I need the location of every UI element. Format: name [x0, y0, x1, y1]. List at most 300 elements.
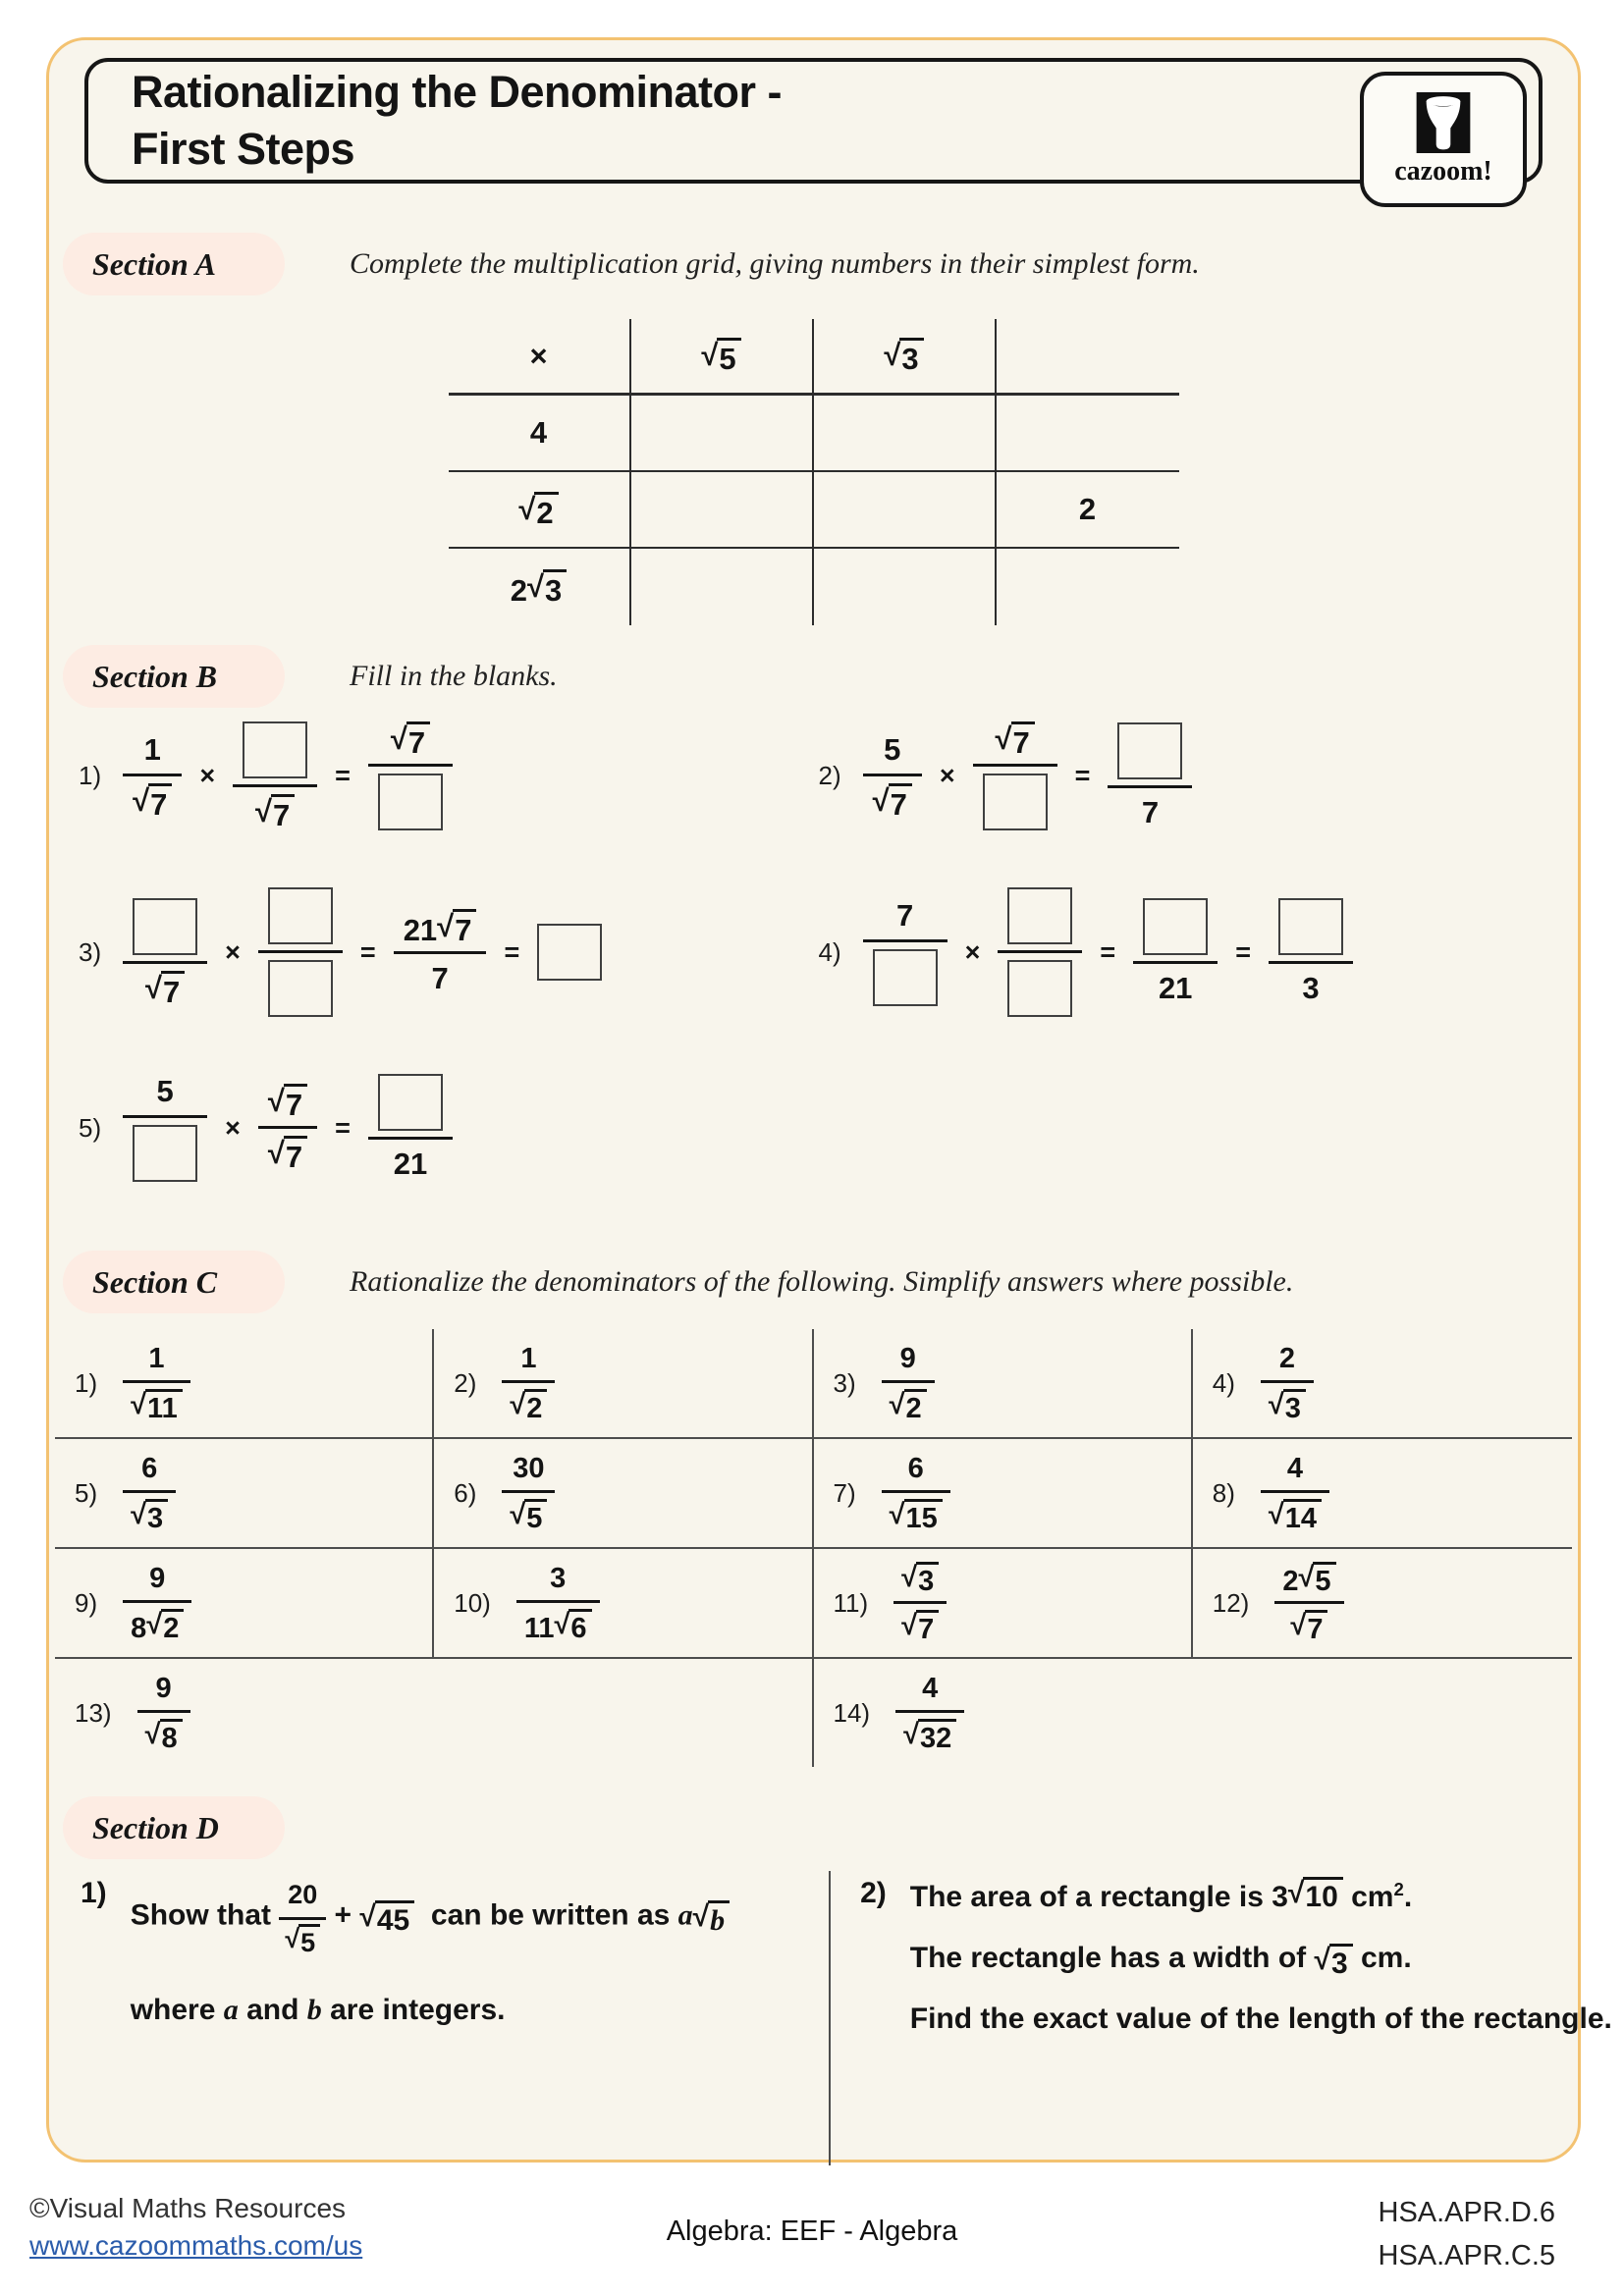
sqrt-expression [901, 1562, 939, 1596]
numerator [973, 721, 1057, 764]
radical-icon: √ [518, 491, 536, 526]
section-c-problem [434, 1329, 813, 1437]
grid-answer-cell[interactable] [814, 396, 997, 472]
math-expression [1079, 492, 1096, 527]
answer-box[interactable] [133, 898, 197, 955]
math-text: cm. [1352, 1942, 1412, 1974]
radical-icon: √ [554, 1609, 570, 1640]
fraction [998, 887, 1082, 1017]
denominator [258, 950, 343, 1017]
answer-box[interactable] [1143, 898, 1208, 955]
denominator [502, 1490, 555, 1533]
grid-answer-cell[interactable] [814, 549, 997, 625]
section-c-problem [814, 1549, 1193, 1657]
problem-text [131, 1990, 730, 2031]
radicand: 7 [916, 1610, 939, 1644]
radical-icon: √ [872, 783, 890, 818]
radical-icon: √ [144, 970, 162, 1005]
denominator [882, 1490, 950, 1533]
math-text: × [529, 338, 548, 373]
radicand: 6 [568, 1609, 591, 1643]
denominator [123, 1380, 190, 1423]
footer-subject: Algebra: EEF - Algebra [666, 2216, 958, 2247]
numerator [137, 1673, 190, 1710]
math-operator: = [504, 936, 520, 967]
grid-cell [449, 472, 631, 549]
math-expression [701, 338, 740, 374]
numerator [394, 909, 487, 951]
sqrt-expression [693, 1900, 730, 1936]
grid-answer-cell[interactable] [631, 549, 814, 625]
section-c-problem [1193, 1329, 1572, 1437]
denominator [123, 1490, 176, 1533]
denominator [882, 1380, 935, 1423]
math-expression [123, 1343, 190, 1423]
problem-text [909, 1999, 1612, 2040]
answer-box[interactable] [1278, 898, 1343, 955]
section-b-problem-2 [819, 721, 1559, 830]
numerator [368, 721, 453, 764]
sqrt-expression [903, 1719, 956, 1753]
denominator [123, 1115, 207, 1182]
numerator [123, 1343, 190, 1380]
fraction [368, 721, 453, 830]
numerator [502, 1453, 555, 1490]
radical-icon: √ [359, 1900, 376, 1934]
math-text: are integers. [321, 1993, 506, 2026]
math-operator: = [335, 1112, 351, 1143]
multiplication-grid [449, 319, 1179, 625]
problem-number: 6) [454, 1477, 477, 1508]
math-expression [882, 1343, 935, 1423]
denominator [516, 1600, 600, 1643]
radicand: 3 [899, 338, 923, 374]
radical-icon: √ [1298, 1562, 1315, 1593]
section-a-instruction: Complete the multiplication grid, giving numbers in their simplest form. [350, 247, 1200, 280]
sqrt-expression [873, 783, 912, 820]
radicand: 7 [406, 721, 430, 758]
grid-answer-cell[interactable] [997, 319, 1179, 396]
math-expression [516, 1563, 600, 1643]
sqrt-expression [145, 1719, 183, 1753]
section-b-problem-4 [819, 887, 1559, 1017]
answer-box[interactable] [378, 1074, 443, 1131]
math-expression [863, 887, 1353, 1017]
math-text: 5 [884, 732, 901, 767]
problem-number: 8) [1212, 1477, 1235, 1508]
math-operator: × [225, 936, 241, 967]
radicand: 7 [271, 794, 295, 830]
math-expression [882, 1453, 950, 1533]
problem-number: 7) [833, 1477, 856, 1508]
math-expression [893, 1562, 947, 1644]
radical-icon: √ [701, 338, 719, 372]
problem-number: 11) [833, 1587, 869, 1618]
grid-answer-cell[interactable] [997, 549, 1179, 625]
coefficient-sqrt [131, 1609, 184, 1643]
answer-box[interactable] [537, 924, 602, 981]
math-text: 7 [431, 960, 449, 995]
math-text: 9 [155, 1673, 172, 1704]
numerator [123, 1074, 207, 1115]
math-expression [123, 1453, 176, 1533]
numerator [893, 1562, 947, 1601]
denominator [1261, 1380, 1314, 1423]
fraction [1108, 722, 1192, 830]
numerator [502, 1343, 555, 1380]
problem-body [909, 1877, 1612, 2165]
grid-answer-cell[interactable] [997, 396, 1179, 472]
math-expression [123, 1074, 453, 1182]
radical-icon: √ [526, 568, 544, 604]
fraction [258, 1084, 317, 1172]
fraction [137, 1673, 190, 1753]
footer-standards [1379, 2192, 1556, 2277]
problem-number: 3) [833, 1367, 856, 1398]
section-b-header [63, 645, 1578, 708]
math-text: 1 [520, 1343, 537, 1374]
radical-icon: √ [510, 1499, 526, 1530]
problem-number: 2) [860, 1877, 887, 1909]
math-text: . [1403, 1881, 1413, 1913]
denominator [1274, 1601, 1343, 1644]
math-text: and [238, 1993, 307, 2026]
math-expression [502, 1343, 555, 1423]
fraction [882, 1343, 935, 1423]
radical-icon: √ [285, 1923, 300, 1953]
page-title [132, 64, 782, 177]
fraction [123, 732, 182, 820]
fraction [973, 721, 1057, 830]
section-c-problem [814, 1439, 1193, 1547]
sqrt-expression [510, 1389, 547, 1423]
radical-icon: √ [510, 1389, 526, 1420]
math-expression [529, 339, 547, 374]
radicand: 7 [889, 783, 912, 820]
sqrt-expression [437, 909, 476, 945]
problem-number: 4) [818, 936, 841, 967]
problem-number: 13) [75, 1697, 112, 1728]
math-text: 21 [1158, 971, 1193, 1005]
denominator [1108, 785, 1192, 830]
denominator [1269, 961, 1353, 1006]
section-a-label: Section A [63, 233, 285, 295]
radical-icon: √ [901, 1562, 918, 1593]
numerator [516, 1563, 600, 1600]
math-expression [137, 1673, 190, 1753]
numerator [1269, 898, 1353, 961]
math-expression [863, 721, 1193, 830]
fraction [502, 1453, 555, 1533]
section-c-row [55, 1439, 1572, 1549]
math-text: 5 [156, 1074, 174, 1108]
math-text: 20 [288, 1880, 318, 1909]
sqrt-expression [1298, 1562, 1335, 1596]
section-c-problem [1193, 1439, 1572, 1547]
section-d-problem-1 [49, 1871, 829, 2165]
radicand: 5 [1313, 1562, 1335, 1596]
denominator [123, 774, 182, 820]
radical-icon: √ [901, 1610, 918, 1641]
page-title-line2: First Steps [132, 124, 355, 174]
radicand: 5 [524, 1499, 547, 1533]
sqrt-expression [890, 1499, 943, 1533]
math-operator: = [359, 936, 376, 967]
denominator [1261, 1490, 1329, 1533]
math-text: 6 [907, 1453, 924, 1484]
math-text: 6 [141, 1453, 158, 1484]
section-c-table [55, 1329, 1572, 1767]
coefficient: 2 [510, 572, 527, 608]
math-variable: a [223, 1993, 239, 2026]
radicand: 5 [298, 1924, 320, 1956]
section-b-problems [79, 721, 1558, 1182]
math-text: 9 [899, 1343, 916, 1374]
fraction [863, 732, 922, 820]
denominator [893, 1601, 947, 1644]
standard-code-1: HSA.APR.D.6 [1378, 2197, 1555, 2228]
section-c-problem [434, 1549, 813, 1657]
logo-text: cazoom! [1394, 155, 1492, 187]
answer-box[interactable] [1117, 722, 1182, 779]
answer-box[interactable] [243, 721, 307, 778]
footer-link[interactable]: www.cazoommaths.com/us [29, 2229, 363, 2261]
radical-icon: √ [267, 1136, 285, 1170]
section-a-header [63, 233, 1578, 295]
math-variable: b [306, 1993, 322, 2026]
problem-number: 14) [833, 1697, 871, 1728]
numerator [123, 898, 207, 961]
radicand: 15 [904, 1499, 943, 1533]
radicand: 2 [904, 1389, 927, 1423]
sqrt-expression [1269, 1389, 1306, 1423]
radical-icon: √ [995, 721, 1012, 756]
answer-box[interactable] [1007, 960, 1072, 1017]
coefficient: 3 [1272, 1881, 1288, 1913]
answer-box[interactable] [873, 949, 938, 1006]
denominator [895, 1710, 964, 1753]
answer-box[interactable] [1007, 887, 1072, 944]
math-text: 3 [550, 1563, 567, 1594]
problem-number: 10) [454, 1587, 491, 1618]
fraction [233, 721, 317, 830]
sqrt-expression [527, 569, 567, 606]
radicand: 3 [145, 1499, 168, 1533]
denominator [137, 1710, 190, 1753]
answer-box[interactable] [378, 774, 443, 830]
radical-icon: √ [1314, 1944, 1330, 1976]
sqrt-expression [1290, 1610, 1327, 1644]
sqrt-expression [1269, 1499, 1322, 1533]
radical-icon: √ [889, 1389, 905, 1420]
math-operator: × [199, 761, 216, 790]
coefficient: 8 [131, 1613, 147, 1644]
problem-number: 12) [1212, 1587, 1250, 1618]
grid-cell [631, 319, 814, 396]
math-text: 7 [896, 898, 914, 933]
worksheet-sheet [46, 37, 1612, 2163]
sqrt-expression [133, 783, 172, 820]
math-text: The area of a rectangle is [909, 1881, 1272, 1913]
radical-icon: √ [133, 783, 150, 818]
section-c-instruction: Rationalize the denominators of the following. Simplify answers where possible. [350, 1265, 1294, 1298]
denominator [394, 951, 487, 996]
footer-left [29, 2190, 362, 2265]
answer-box[interactable] [983, 774, 1048, 830]
denominator [123, 961, 207, 1007]
fraction [502, 1343, 555, 1423]
sqrt-expression [1315, 1944, 1353, 1979]
numerator [258, 887, 343, 950]
sqrt-expression [901, 1610, 939, 1644]
radicand: 3 [543, 569, 567, 606]
numerator [258, 1084, 317, 1126]
section-b-problem-3 [79, 887, 819, 1017]
numerator [368, 1074, 453, 1137]
radicand: 2 [161, 1609, 184, 1643]
section-b-instruction: Fill in the blanks. [350, 660, 558, 692]
math-text: 4 [529, 415, 548, 450]
footer-copyright: ©Visual Maths Resources [29, 2193, 347, 2223]
sqrt-expression [285, 1924, 320, 1956]
radicand: 7 [453, 909, 476, 945]
numerator [998, 887, 1082, 950]
numerator [1133, 898, 1218, 961]
grid-answer-cell[interactable] [631, 472, 814, 549]
drum-icon [1415, 92, 1472, 153]
sqrt-expression [131, 1389, 183, 1423]
denominator [1133, 961, 1218, 1006]
math-variable: a [677, 1898, 693, 1932]
radical-icon: √ [1268, 1499, 1284, 1530]
fraction [1269, 898, 1353, 1006]
radical-icon: √ [692, 1900, 710, 1934]
page-title-line1: Rationalizing the Denominator - [132, 67, 783, 118]
fraction [863, 898, 947, 1006]
numerator [123, 1563, 191, 1600]
radical-icon: √ [390, 721, 407, 756]
fraction [123, 1453, 176, 1533]
sqrt-expression [145, 971, 185, 1007]
fraction [1261, 1343, 1314, 1423]
radicand: 2 [534, 492, 558, 528]
radical-icon: √ [146, 1609, 163, 1640]
radical-icon: √ [131, 1389, 147, 1420]
numerator [279, 1877, 326, 1917]
section-c-problem [814, 1659, 1573, 1767]
section-d-problems [49, 1871, 1612, 2165]
sqrt-expression [555, 1609, 592, 1643]
fraction [1133, 898, 1218, 1006]
sqrt-expression [359, 1900, 414, 1936]
fraction [123, 1563, 191, 1643]
fraction [258, 887, 343, 1017]
radical-icon: √ [903, 1719, 919, 1750]
math-text: Find the exact value of the length of the rectangle. [909, 2002, 1612, 2035]
grid-cell [449, 396, 631, 472]
math-expression [1261, 1343, 1314, 1423]
numerator [863, 898, 947, 939]
coefficient: 11 [523, 1613, 555, 1644]
coefficient-sqrt [511, 569, 568, 606]
radicand: 32 [918, 1719, 956, 1753]
math-operator: = [1235, 936, 1251, 967]
section-c-problem [55, 1439, 434, 1547]
math-operator: = [1074, 761, 1091, 790]
section-c-row [55, 1549, 1572, 1659]
sqrt-expression [1288, 1877, 1343, 1912]
numerator [1274, 1562, 1343, 1601]
grid-cell [449, 319, 631, 396]
math-expression [511, 569, 568, 606]
grid-cell [449, 549, 631, 625]
radicand: 2 [524, 1389, 547, 1423]
grid-answer-cell[interactable] [814, 472, 997, 549]
math-expression [530, 415, 547, 451]
radicand: 45 [375, 1900, 414, 1936]
answer-box[interactable] [133, 1125, 197, 1182]
answer-box[interactable] [268, 960, 333, 1017]
numerator [1108, 722, 1192, 785]
problem-body [131, 1877, 730, 2165]
sqrt-expression [890, 1389, 927, 1423]
grid-answer-cell[interactable] [631, 396, 814, 472]
problem-number: 1) [81, 1877, 107, 1909]
sqrt-expression [391, 721, 430, 758]
radical-icon: √ [144, 1719, 161, 1750]
section-c-problem [814, 1329, 1193, 1437]
fraction [1274, 1562, 1343, 1644]
section-c-header [63, 1251, 1578, 1313]
denominator [502, 1380, 555, 1423]
numerator [1261, 1343, 1314, 1380]
numerator [882, 1343, 935, 1380]
footer [0, 2172, 1624, 2296]
math-operator: = [1100, 936, 1116, 967]
denominator [998, 950, 1082, 1017]
numerator [1261, 1453, 1329, 1490]
fraction [893, 1562, 947, 1644]
answer-box[interactable] [268, 887, 333, 944]
math-expression [1261, 1453, 1329, 1533]
radicand: 7 [284, 1084, 307, 1120]
section-d-label: Section D [63, 1796, 285, 1859]
fraction [279, 1877, 326, 1956]
denominator [863, 939, 947, 1006]
math-operator: = [335, 761, 351, 790]
radicand: 11 [145, 1389, 183, 1423]
math-expression [518, 492, 558, 528]
fraction [895, 1673, 964, 1753]
sqrt-expression [884, 338, 923, 374]
math-text: 2 [1278, 1343, 1295, 1374]
radicand: 14 [1283, 1499, 1322, 1533]
sqrt-expression [701, 338, 740, 374]
math-text: 1 [143, 732, 161, 767]
math-text: can be written as [414, 1898, 678, 1932]
problem-number: 1) [79, 761, 102, 790]
problem-text [910, 1938, 1558, 1979]
denominator [123, 1600, 191, 1643]
radical-icon: √ [889, 1499, 905, 1530]
section-c-problem [434, 1439, 813, 1547]
title-box [84, 58, 1543, 184]
math-text: + [326, 1898, 360, 1932]
radical-icon: √ [437, 908, 455, 943]
math-text: Show that [130, 1898, 280, 1932]
radical-icon: √ [131, 1499, 147, 1530]
math-text: 2 [1078, 492, 1097, 526]
